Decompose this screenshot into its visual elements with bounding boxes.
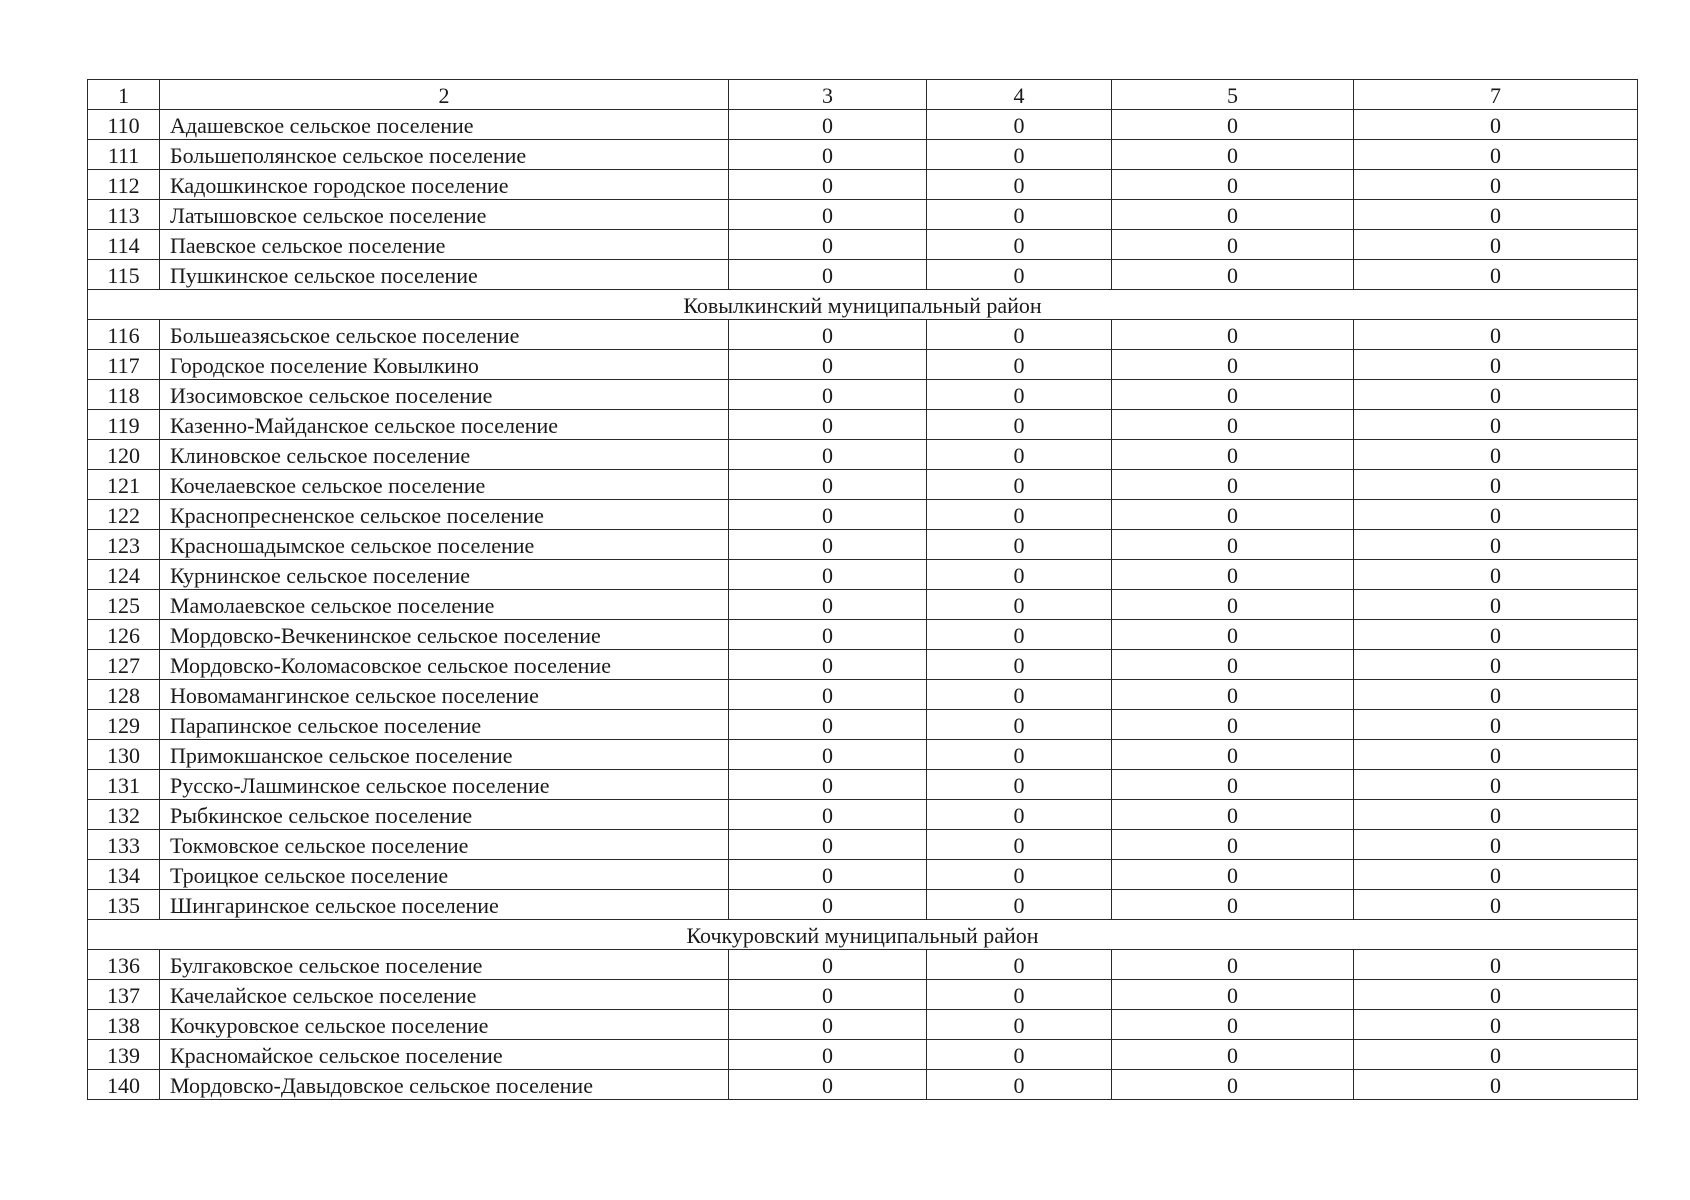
settlement-name: Шингаринское сельское поселение [160,890,729,920]
row-number: 115 [88,260,160,290]
table-row [88,110,1638,140]
value-cell: 0 [927,350,1112,380]
value-cell: 0 [1354,500,1638,530]
value-cell: 0 [927,470,1112,500]
table-row [88,500,1638,530]
value-cell: 0 [1112,590,1354,620]
table-body [88,80,1638,1100]
value-cell: 0 [729,1070,927,1100]
table-row [88,800,1638,830]
value-cell: 0 [1112,140,1354,170]
value-cell: 0 [729,980,927,1010]
header-cell: 5 [1112,80,1354,110]
row-number: 122 [88,500,160,530]
value-cell: 0 [1112,710,1354,740]
section-row [88,290,1638,320]
value-cell: 0 [927,440,1112,470]
row-number: 116 [88,320,160,350]
table-row [88,200,1638,230]
value-cell: 0 [729,830,927,860]
row-number: 126 [88,620,160,650]
settlement-name: Городское поселение Ковылкино [160,350,729,380]
settlement-name: Мамолаевское сельское поселение [160,590,729,620]
value-cell: 0 [1354,740,1638,770]
value-cell: 0 [729,260,927,290]
value-cell: 0 [1354,620,1638,650]
settlement-name: Казенно-Майданское сельское поселение [160,410,729,440]
value-cell: 0 [1354,200,1638,230]
value-cell: 0 [927,140,1112,170]
settlement-name: Изосимовское сельское поселение [160,380,729,410]
value-cell: 0 [927,560,1112,590]
value-cell: 0 [927,830,1112,860]
value-cell: 0 [1354,410,1638,440]
value-cell: 0 [927,680,1112,710]
value-cell: 0 [1112,770,1354,800]
table-row [88,830,1638,860]
value-cell: 0 [1112,890,1354,920]
value-cell: 0 [729,740,927,770]
table-row [88,770,1638,800]
row-number: 114 [88,230,160,260]
value-cell: 0 [927,860,1112,890]
settlement-name: Кочелаевское сельское поселение [160,470,729,500]
value-cell: 0 [1112,170,1354,200]
row-number: 137 [88,980,160,1010]
settlement-name: Большеполянское сельское поселение [160,140,729,170]
value-cell: 0 [729,1040,927,1070]
row-number: 127 [88,650,160,680]
value-cell: 0 [1354,320,1638,350]
row-number: 112 [88,170,160,200]
table-row [88,590,1638,620]
value-cell: 0 [1112,650,1354,680]
row-number: 111 [88,140,160,170]
value-cell: 0 [729,140,927,170]
value-cell: 0 [927,800,1112,830]
value-cell: 0 [927,380,1112,410]
header-cell: 3 [729,80,927,110]
settlement-name: Русско-Лашминское сельское поселение [160,770,729,800]
settlement-name: Кочкуровское сельское поселение [160,1010,729,1040]
value-cell: 0 [1354,350,1638,380]
value-cell: 0 [1354,470,1638,500]
value-cell: 0 [1354,1010,1638,1040]
value-cell: 0 [927,530,1112,560]
row-number: 124 [88,560,160,590]
settlement-name: Парапинское сельское поселение [160,710,729,740]
value-cell: 0 [1354,890,1638,920]
value-cell: 0 [927,410,1112,440]
settlement-name: Примокшанское сельское поселение [160,740,729,770]
value-cell: 0 [1112,500,1354,530]
row-number: 125 [88,590,160,620]
value-cell: 0 [1354,590,1638,620]
value-cell: 0 [1354,1070,1638,1100]
value-cell: 0 [1112,440,1354,470]
value-cell: 0 [1112,980,1354,1010]
value-cell: 0 [1354,710,1638,740]
value-cell: 0 [1112,1040,1354,1070]
settlement-name: Кадошкинское городское поселение [160,170,729,200]
value-cell: 0 [729,440,927,470]
value-cell: 0 [729,200,927,230]
value-cell: 0 [927,500,1112,530]
table-row [88,890,1638,920]
value-cell: 0 [927,230,1112,260]
value-cell: 0 [1354,110,1638,140]
value-cell: 0 [927,110,1112,140]
header-cell: 2 [160,80,729,110]
value-cell: 0 [729,650,927,680]
value-cell: 0 [1112,530,1354,560]
value-cell: 0 [729,410,927,440]
settlement-name: Рыбкинское сельское поселение [160,800,729,830]
settlement-name: Латышовское сельское поселение [160,200,729,230]
value-cell: 0 [1354,560,1638,590]
value-cell: 0 [927,770,1112,800]
value-cell: 0 [729,770,927,800]
settlement-name: Краснопресненское сельское поселение [160,500,729,530]
value-cell: 0 [1112,860,1354,890]
value-cell: 0 [927,950,1112,980]
table-row [88,620,1638,650]
settlement-name: Мордовско-Вечкенинское сельское поселение [160,620,729,650]
value-cell: 0 [1112,110,1354,140]
value-cell: 0 [1354,830,1638,860]
table-row [88,380,1638,410]
value-cell: 0 [927,650,1112,680]
header-row [88,80,1638,110]
value-cell: 0 [1112,800,1354,830]
value-cell: 0 [1112,320,1354,350]
settlement-name: Мордовско-Коломасовское сельское поселение [160,650,729,680]
value-cell: 0 [927,1040,1112,1070]
settlement-name: Булгаковское сельское поселение [160,950,729,980]
table-row [88,530,1638,560]
row-number: 128 [88,680,160,710]
row-number: 138 [88,1010,160,1040]
value-cell: 0 [1354,680,1638,710]
value-cell: 0 [1112,1070,1354,1100]
value-cell: 0 [729,950,927,980]
value-cell: 0 [1112,380,1354,410]
row-number: 135 [88,890,160,920]
row-number: 120 [88,440,160,470]
value-cell: 0 [729,590,927,620]
value-cell: 0 [729,230,927,260]
value-cell: 0 [1112,410,1354,440]
value-cell: 0 [729,1010,927,1040]
value-cell: 0 [1112,200,1354,230]
value-cell: 0 [1112,470,1354,500]
row-number: 139 [88,1040,160,1070]
value-cell: 0 [729,680,927,710]
table-row [88,260,1638,290]
table-row [88,140,1638,170]
header-cell: 7 [1354,80,1638,110]
value-cell: 0 [1354,230,1638,260]
value-cell: 0 [1112,350,1354,380]
value-cell: 0 [927,890,1112,920]
table-row [88,170,1638,200]
value-cell: 0 [1112,740,1354,770]
settlement-name: Клиновское сельское поселение [160,440,729,470]
value-cell: 0 [1354,530,1638,560]
value-cell: 0 [927,260,1112,290]
value-cell: 0 [1354,170,1638,200]
value-cell: 0 [729,620,927,650]
section-title: Кочкуровский муниципальный район [88,920,1638,950]
value-cell: 0 [927,200,1112,230]
value-cell: 0 [1112,260,1354,290]
header-cell: 4 [927,80,1112,110]
value-cell: 0 [729,890,927,920]
settlement-name: Красношадымское сельское поселение [160,530,729,560]
row-number: 134 [88,860,160,890]
settlements-table [87,79,1638,1100]
table-row [88,350,1638,380]
settlement-name: Большеазясьское сельское поселение [160,320,729,350]
row-number: 129 [88,710,160,740]
settlement-name: Красномайское сельское поселение [160,1040,729,1070]
table-row [88,860,1638,890]
value-cell: 0 [729,470,927,500]
table-row [88,560,1638,590]
value-cell: 0 [1354,650,1638,680]
row-number: 140 [88,1070,160,1100]
value-cell: 0 [729,530,927,560]
value-cell: 0 [729,350,927,380]
value-cell: 0 [1112,680,1354,710]
value-cell: 0 [927,1010,1112,1040]
row-number: 133 [88,830,160,860]
settlement-name: Адашевское сельское поселение [160,110,729,140]
row-number: 113 [88,200,160,230]
row-number: 131 [88,770,160,800]
value-cell: 0 [1354,800,1638,830]
settlement-name: Паевское сельское поселение [160,230,729,260]
table-row [88,740,1638,770]
value-cell: 0 [729,710,927,740]
value-cell: 0 [729,560,927,590]
table-row [88,320,1638,350]
row-number: 132 [88,800,160,830]
value-cell: 0 [927,590,1112,620]
table-row [88,1040,1638,1070]
value-cell: 0 [1112,230,1354,260]
row-number: 123 [88,530,160,560]
row-number: 117 [88,350,160,380]
value-cell: 0 [927,710,1112,740]
value-cell: 0 [927,1070,1112,1100]
table-row [88,980,1638,1010]
value-cell: 0 [729,320,927,350]
value-cell: 0 [1354,380,1638,410]
value-cell: 0 [1354,1040,1638,1070]
table-row [88,1070,1638,1100]
header-cell: 1 [88,80,160,110]
section-title: Ковылкинский муниципальный район [88,290,1638,320]
value-cell: 0 [729,800,927,830]
value-cell: 0 [927,980,1112,1010]
table-row [88,1010,1638,1040]
value-cell: 0 [1354,770,1638,800]
settlement-name: Качелайское сельское поселение [160,980,729,1010]
table-row [88,680,1638,710]
value-cell: 0 [1112,830,1354,860]
value-cell: 0 [927,740,1112,770]
table-row [88,650,1638,680]
row-number: 136 [88,950,160,980]
value-cell: 0 [1354,950,1638,980]
value-cell: 0 [1112,620,1354,650]
row-number: 130 [88,740,160,770]
value-cell: 0 [729,500,927,530]
value-cell: 0 [1354,140,1638,170]
row-number: 119 [88,410,160,440]
value-cell: 0 [1354,860,1638,890]
value-cell: 0 [927,170,1112,200]
settlement-name: Мордовско-Давыдовское сельское поселение [160,1070,729,1100]
table-row [88,470,1638,500]
table-row [88,710,1638,740]
row-number: 110 [88,110,160,140]
settlement-name: Токмовское сельское поселение [160,830,729,860]
row-number: 118 [88,380,160,410]
value-cell: 0 [927,320,1112,350]
table-row [88,950,1638,980]
table-row [88,440,1638,470]
value-cell: 0 [1354,980,1638,1010]
value-cell: 0 [1112,560,1354,590]
value-cell: 0 [1112,950,1354,980]
settlement-name: Троицкое сельское поселение [160,860,729,890]
section-row [88,920,1638,950]
table-row [88,410,1638,440]
value-cell: 0 [729,380,927,410]
value-cell: 0 [729,110,927,140]
value-cell: 0 [729,170,927,200]
table-row [88,230,1638,260]
value-cell: 0 [729,860,927,890]
settlement-name: Курнинское сельское поселение [160,560,729,590]
settlement-name: Пушкинское сельское поселение [160,260,729,290]
value-cell: 0 [1112,1010,1354,1040]
value-cell: 0 [927,620,1112,650]
value-cell: 0 [1354,440,1638,470]
row-number: 121 [88,470,160,500]
value-cell: 0 [1354,260,1638,290]
settlement-name: Новомамангинское сельское поселение [160,680,729,710]
